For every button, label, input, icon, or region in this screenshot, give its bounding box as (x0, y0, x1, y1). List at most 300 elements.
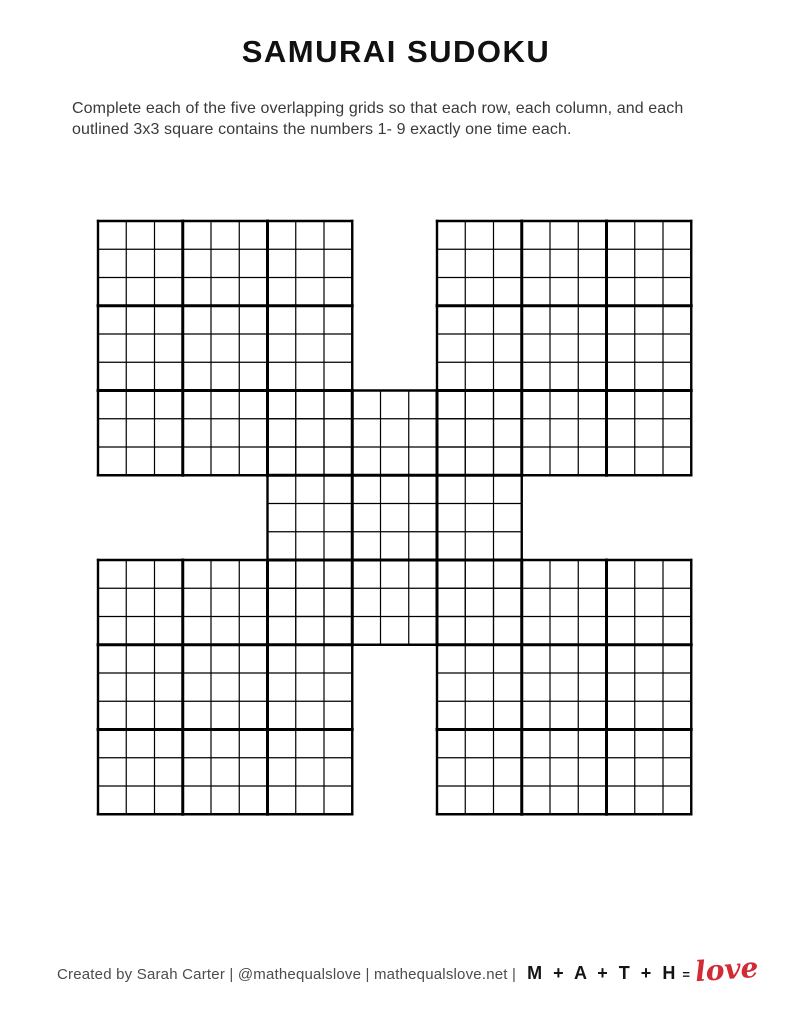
sudoku-cell[interactable] (183, 786, 211, 814)
sudoku-cell[interactable] (494, 504, 522, 532)
sudoku-cell[interactable] (437, 645, 465, 673)
sudoku-cell[interactable] (437, 249, 465, 277)
sudoku-cell[interactable] (296, 588, 324, 616)
sudoku-cell[interactable] (296, 730, 324, 758)
sudoku-cell[interactable] (155, 391, 183, 419)
sudoku-cell[interactable] (126, 306, 154, 334)
sudoku-cell[interactable] (239, 701, 267, 729)
sudoku-cell[interactable] (155, 419, 183, 447)
sudoku-cell[interactable] (352, 504, 380, 532)
sudoku-cell[interactable] (663, 391, 691, 419)
sudoku-cell[interactable] (465, 475, 493, 503)
sudoku-cell[interactable] (98, 362, 126, 390)
sudoku-cell[interactable] (183, 306, 211, 334)
sudoku-cell[interactable] (409, 419, 437, 447)
sudoku-cell[interactable] (268, 334, 296, 362)
sudoku-cell[interactable] (239, 391, 267, 419)
sudoku-cell[interactable] (550, 673, 578, 701)
sudoku-cell[interactable] (663, 758, 691, 786)
sudoku-cell[interactable] (663, 334, 691, 362)
sudoku-cell[interactable] (635, 588, 663, 616)
sudoku-cell[interactable] (324, 730, 352, 758)
sudoku-cell[interactable] (211, 391, 239, 419)
sudoku-cell[interactable] (550, 786, 578, 814)
sudoku-cell[interactable] (635, 306, 663, 334)
sudoku-cell[interactable] (239, 786, 267, 814)
sudoku-cell[interactable] (578, 673, 606, 701)
sudoku-cell[interactable] (126, 419, 154, 447)
sudoku-cell[interactable] (522, 786, 550, 814)
sudoku-cell[interactable] (522, 249, 550, 277)
sudoku-cell[interactable] (296, 334, 324, 362)
sudoku-cell[interactable] (409, 588, 437, 616)
sudoku-cell[interactable] (663, 617, 691, 645)
sudoku-cell[interactable] (296, 362, 324, 390)
sudoku-cell[interactable] (211, 673, 239, 701)
sudoku-cell[interactable] (183, 645, 211, 673)
sudoku-cell[interactable] (607, 278, 635, 306)
sudoku-cell[interactable] (324, 617, 352, 645)
sudoku-cell[interactable] (211, 617, 239, 645)
sudoku-cell[interactable] (494, 673, 522, 701)
sudoku-cell[interactable] (98, 249, 126, 277)
sudoku-cell[interactable] (494, 730, 522, 758)
sudoku-cell[interactable] (522, 391, 550, 419)
sudoku-cell[interactable] (352, 475, 380, 503)
sudoku-cell[interactable] (296, 278, 324, 306)
sudoku-cell[interactable] (522, 362, 550, 390)
sudoku-cell[interactable] (126, 362, 154, 390)
sudoku-cell[interactable] (98, 786, 126, 814)
sudoku-cell[interactable] (494, 362, 522, 390)
sudoku-cell[interactable] (494, 560, 522, 588)
sudoku-cell[interactable] (437, 588, 465, 616)
sudoku-cell[interactable] (607, 362, 635, 390)
sudoku-cell[interactable] (324, 362, 352, 390)
sudoku-cell[interactable] (183, 249, 211, 277)
sudoku-cell[interactable] (211, 306, 239, 334)
sudoku-cell[interactable] (211, 786, 239, 814)
sudoku-cell[interactable] (239, 419, 267, 447)
sudoku-cell[interactable] (183, 617, 211, 645)
sudoku-cell[interactable] (324, 278, 352, 306)
sudoku-cell[interactable] (183, 447, 211, 475)
sudoku-cell[interactable] (324, 560, 352, 588)
sudoku-cell[interactable] (183, 701, 211, 729)
sudoku-cell[interactable] (465, 221, 493, 249)
sudoku-cell[interactable] (352, 560, 380, 588)
sudoku-cell[interactable] (663, 249, 691, 277)
sudoku-cell[interactable] (296, 617, 324, 645)
sudoku-cell[interactable] (465, 673, 493, 701)
sudoku-cell[interactable] (465, 701, 493, 729)
sudoku-cell[interactable] (437, 221, 465, 249)
sudoku-cell[interactable] (522, 645, 550, 673)
sudoku-cell[interactable] (183, 278, 211, 306)
sudoku-cell[interactable] (239, 278, 267, 306)
sudoku-cell[interactable] (522, 730, 550, 758)
sudoku-cell[interactable] (211, 278, 239, 306)
sudoku-cell[interactable] (268, 249, 296, 277)
sudoku-cell[interactable] (98, 758, 126, 786)
sudoku-cell[interactable] (98, 730, 126, 758)
sudoku-cell[interactable] (268, 532, 296, 560)
sudoku-cell[interactable] (578, 249, 606, 277)
sudoku-cell[interactable] (268, 701, 296, 729)
sudoku-cell[interactable] (239, 334, 267, 362)
sudoku-cell[interactable] (437, 560, 465, 588)
sudoku-cell[interactable] (324, 249, 352, 277)
sudoku-cell[interactable] (578, 758, 606, 786)
sudoku-cell[interactable] (155, 730, 183, 758)
sudoku-cell[interactable] (352, 588, 380, 616)
sudoku-cell[interactable] (268, 504, 296, 532)
sudoku-cell[interactable] (324, 701, 352, 729)
sudoku-cell[interactable] (465, 278, 493, 306)
sudoku-cell[interactable] (183, 221, 211, 249)
sudoku-cell[interactable] (522, 278, 550, 306)
sudoku-cell[interactable] (98, 419, 126, 447)
sudoku-cell[interactable] (465, 645, 493, 673)
sudoku-cell[interactable] (465, 249, 493, 277)
sudoku-cell[interactable] (465, 419, 493, 447)
sudoku-cell[interactable] (183, 391, 211, 419)
sudoku-cell[interactable] (635, 362, 663, 390)
sudoku-cell[interactable] (126, 758, 154, 786)
sudoku-cell[interactable] (126, 334, 154, 362)
sudoku-cell[interactable] (578, 278, 606, 306)
sudoku-cell[interactable] (607, 588, 635, 616)
sudoku-cell[interactable] (98, 560, 126, 588)
sudoku-cell[interactable] (268, 362, 296, 390)
sudoku-cell[interactable] (239, 447, 267, 475)
sudoku-cell[interactable] (437, 532, 465, 560)
sudoku-cell[interactable] (494, 617, 522, 645)
sudoku-cell[interactable] (663, 645, 691, 673)
sudoku-cell[interactable] (211, 701, 239, 729)
sudoku-cell[interactable] (268, 306, 296, 334)
sudoku-cell[interactable] (578, 334, 606, 362)
sudoku-cell[interactable] (296, 391, 324, 419)
sudoku-cell[interactable] (126, 617, 154, 645)
sudoku-cell[interactable] (239, 673, 267, 701)
sudoku-cell[interactable] (381, 419, 409, 447)
sudoku-cell[interactable] (155, 560, 183, 588)
sudoku-cell[interactable] (465, 391, 493, 419)
sudoku-cell[interactable] (663, 701, 691, 729)
sudoku-cell[interactable] (268, 447, 296, 475)
sudoku-cell[interactable] (465, 362, 493, 390)
sudoku-cell[interactable] (155, 221, 183, 249)
sudoku-cell[interactable] (522, 673, 550, 701)
sudoku-cell[interactable] (239, 758, 267, 786)
sudoku-cell[interactable] (494, 334, 522, 362)
sudoku-cell[interactable] (296, 419, 324, 447)
sudoku-cell[interactable] (550, 645, 578, 673)
sudoku-cell[interactable] (578, 447, 606, 475)
sudoku-cell[interactable] (268, 419, 296, 447)
sudoku-cell[interactable] (211, 730, 239, 758)
sudoku-cell[interactable] (663, 221, 691, 249)
sudoku-cell[interactable] (296, 249, 324, 277)
sudoku-cell[interactable] (98, 334, 126, 362)
sudoku-cell[interactable] (126, 673, 154, 701)
sudoku-cell[interactable] (296, 306, 324, 334)
sudoku-cell[interactable] (183, 419, 211, 447)
sudoku-cell[interactable] (522, 701, 550, 729)
sudoku-cell[interactable] (550, 701, 578, 729)
sudoku-cell[interactable] (522, 221, 550, 249)
sudoku-cell[interactable] (550, 560, 578, 588)
sudoku-cell[interactable] (635, 334, 663, 362)
sudoku-cell[interactable] (465, 504, 493, 532)
sudoku-cell[interactable] (155, 588, 183, 616)
sudoku-cell[interactable] (635, 758, 663, 786)
sudoku-cell[interactable] (126, 249, 154, 277)
sudoku-cell[interactable] (381, 560, 409, 588)
sudoku-cell[interactable] (268, 645, 296, 673)
sudoku-cell[interactable] (663, 306, 691, 334)
sudoku-cell[interactable] (522, 560, 550, 588)
sudoku-cell[interactable] (296, 447, 324, 475)
sudoku-cell[interactable] (239, 588, 267, 616)
sudoku-cell[interactable] (324, 419, 352, 447)
sudoku-cell[interactable] (126, 786, 154, 814)
sudoku-cell[interactable] (663, 588, 691, 616)
sudoku-cell[interactable] (635, 221, 663, 249)
sudoku-cell[interactable] (465, 447, 493, 475)
sudoku-cell[interactable] (663, 362, 691, 390)
sudoku-cell[interactable] (607, 645, 635, 673)
sudoku-cell[interactable] (550, 306, 578, 334)
sudoku-cell[interactable] (268, 758, 296, 786)
sudoku-cell[interactable] (522, 334, 550, 362)
sudoku-cell[interactable] (381, 617, 409, 645)
sudoku-cell[interactable] (155, 673, 183, 701)
sudoku-cell[interactable] (324, 306, 352, 334)
sudoku-cell[interactable] (239, 306, 267, 334)
sudoku-cell[interactable] (578, 560, 606, 588)
sudoku-cell[interactable] (155, 249, 183, 277)
sudoku-cell[interactable] (183, 362, 211, 390)
sudoku-cell[interactable] (494, 278, 522, 306)
sudoku-cell[interactable] (465, 617, 493, 645)
sudoku-cell[interactable] (352, 617, 380, 645)
sudoku-cell[interactable] (268, 475, 296, 503)
sudoku-cell[interactable] (494, 221, 522, 249)
sudoku-cell[interactable] (409, 560, 437, 588)
sudoku-cell[interactable] (550, 249, 578, 277)
sudoku-cell[interactable] (494, 645, 522, 673)
sudoku-cell[interactable] (550, 758, 578, 786)
sudoku-cell[interactable] (239, 221, 267, 249)
sudoku-cell[interactable] (409, 391, 437, 419)
sudoku-cell[interactable] (550, 334, 578, 362)
sudoku-cell[interactable] (550, 278, 578, 306)
sudoku-cell[interactable] (494, 419, 522, 447)
sudoku-cell[interactable] (155, 758, 183, 786)
sudoku-cell[interactable] (550, 447, 578, 475)
sudoku-cell[interactable] (607, 334, 635, 362)
sudoku-cell[interactable] (324, 588, 352, 616)
sudoku-cell[interactable] (663, 560, 691, 588)
sudoku-cell[interactable] (635, 673, 663, 701)
sudoku-cell[interactable] (126, 701, 154, 729)
sudoku-cell[interactable] (522, 617, 550, 645)
sudoku-cell[interactable] (550, 617, 578, 645)
sudoku-cell[interactable] (635, 786, 663, 814)
sudoku-cell[interactable] (155, 362, 183, 390)
sudoku-cell[interactable] (437, 730, 465, 758)
sudoku-cell[interactable] (409, 447, 437, 475)
sudoku-cell[interactable] (98, 617, 126, 645)
sudoku-cell[interactable] (324, 645, 352, 673)
sudoku-cell[interactable] (607, 447, 635, 475)
sudoku-cell[interactable] (437, 334, 465, 362)
sudoku-cell[interactable] (268, 786, 296, 814)
sudoku-cell[interactable] (239, 362, 267, 390)
sudoku-cell[interactable] (155, 306, 183, 334)
sudoku-cell[interactable] (437, 617, 465, 645)
sudoku-cell[interactable] (211, 249, 239, 277)
sudoku-cell[interactable] (126, 391, 154, 419)
sudoku-cell[interactable] (183, 334, 211, 362)
sudoku-cell[interactable] (268, 730, 296, 758)
sudoku-cell[interactable] (663, 278, 691, 306)
sudoku-cell[interactable] (98, 306, 126, 334)
sudoku-cell[interactable] (494, 447, 522, 475)
sudoku-cell[interactable] (522, 419, 550, 447)
sudoku-cell[interactable] (352, 419, 380, 447)
sudoku-cell[interactable] (381, 532, 409, 560)
sudoku-cell[interactable] (437, 475, 465, 503)
sudoku-cell[interactable] (578, 419, 606, 447)
sudoku-cell[interactable] (635, 278, 663, 306)
sudoku-cell[interactable] (578, 701, 606, 729)
sudoku-cell[interactable] (324, 334, 352, 362)
sudoku-cell[interactable] (296, 673, 324, 701)
sudoku-cell[interactable] (578, 306, 606, 334)
sudoku-cell[interactable] (494, 701, 522, 729)
sudoku-cell[interactable] (522, 758, 550, 786)
sudoku-cell[interactable] (494, 758, 522, 786)
sudoku-cell[interactable] (98, 391, 126, 419)
sudoku-cell[interactable] (578, 221, 606, 249)
sudoku-cell[interactable] (296, 701, 324, 729)
sudoku-cell[interactable] (607, 249, 635, 277)
sudoku-cell[interactable] (211, 362, 239, 390)
sudoku-cell[interactable] (155, 786, 183, 814)
sudoku-cell[interactable] (578, 391, 606, 419)
sudoku-cell[interactable] (211, 447, 239, 475)
sudoku-cell[interactable] (663, 730, 691, 758)
sudoku-cell[interactable] (268, 560, 296, 588)
sudoku-cell[interactable] (494, 391, 522, 419)
sudoku-cell[interactable] (324, 758, 352, 786)
sudoku-cell[interactable] (324, 391, 352, 419)
sudoku-cell[interactable] (352, 391, 380, 419)
sudoku-cell[interactable] (239, 645, 267, 673)
sudoku-cell[interactable] (381, 475, 409, 503)
sudoku-cell[interactable] (324, 221, 352, 249)
sudoku-cell[interactable] (268, 278, 296, 306)
sudoku-cell[interactable] (437, 362, 465, 390)
sudoku-cell[interactable] (211, 334, 239, 362)
sudoku-cell[interactable] (155, 278, 183, 306)
sudoku-cell[interactable] (296, 532, 324, 560)
sudoku-cell[interactable] (550, 391, 578, 419)
sudoku-cell[interactable] (607, 701, 635, 729)
sudoku-cell[interactable] (211, 645, 239, 673)
sudoku-cell[interactable] (437, 701, 465, 729)
sudoku-cell[interactable] (268, 391, 296, 419)
sudoku-cell[interactable] (607, 673, 635, 701)
sudoku-cell[interactable] (607, 730, 635, 758)
sudoku-cell[interactable] (126, 588, 154, 616)
sudoku-cell[interactable] (607, 221, 635, 249)
sudoku-cell[interactable] (437, 391, 465, 419)
sudoku-cell[interactable] (437, 786, 465, 814)
sudoku-cell[interactable] (494, 475, 522, 503)
sudoku-cell[interactable] (239, 560, 267, 588)
sudoku-cell[interactable] (465, 588, 493, 616)
sudoku-cell[interactable] (578, 730, 606, 758)
sudoku-cell[interactable] (211, 588, 239, 616)
sudoku-cell[interactable] (522, 447, 550, 475)
sudoku-cell[interactable] (409, 504, 437, 532)
sudoku-cell[interactable] (296, 645, 324, 673)
sudoku-cell[interactable] (607, 617, 635, 645)
sudoku-cell[interactable] (296, 504, 324, 532)
sudoku-cell[interactable] (607, 419, 635, 447)
sudoku-cell[interactable] (663, 447, 691, 475)
sudoku-cell[interactable] (296, 560, 324, 588)
sudoku-cell[interactable] (183, 730, 211, 758)
sudoku-cell[interactable] (465, 532, 493, 560)
sudoku-cell[interactable] (409, 532, 437, 560)
sudoku-cell[interactable] (239, 249, 267, 277)
sudoku-cell[interactable] (98, 645, 126, 673)
sudoku-cell[interactable] (352, 447, 380, 475)
sudoku-cell[interactable] (324, 447, 352, 475)
sudoku-cell[interactable] (465, 306, 493, 334)
sudoku-cell[interactable] (211, 419, 239, 447)
sudoku-cell[interactable] (578, 362, 606, 390)
sudoku-cell[interactable] (126, 730, 154, 758)
sudoku-cell[interactable] (126, 278, 154, 306)
sudoku-cell[interactable] (381, 588, 409, 616)
sudoku-cell[interactable] (578, 617, 606, 645)
sudoku-cell[interactable] (607, 391, 635, 419)
sudoku-cell[interactable] (268, 673, 296, 701)
sudoku-cell[interactable] (635, 391, 663, 419)
sudoku-cell[interactable] (183, 673, 211, 701)
sudoku-cell[interactable] (607, 786, 635, 814)
sudoku-cell[interactable] (465, 758, 493, 786)
sudoku-cell[interactable] (550, 221, 578, 249)
sudoku-cell[interactable] (437, 504, 465, 532)
sudoku-cell[interactable] (324, 673, 352, 701)
sudoku-cell[interactable] (296, 786, 324, 814)
sudoku-cell[interactable] (98, 278, 126, 306)
sudoku-cell[interactable] (494, 532, 522, 560)
sudoku-cell[interactable] (268, 221, 296, 249)
sudoku-cell[interactable] (494, 249, 522, 277)
sudoku-cell[interactable] (465, 730, 493, 758)
sudoku-cell[interactable] (296, 221, 324, 249)
sudoku-cell[interactable] (578, 786, 606, 814)
sudoku-cell[interactable] (578, 588, 606, 616)
